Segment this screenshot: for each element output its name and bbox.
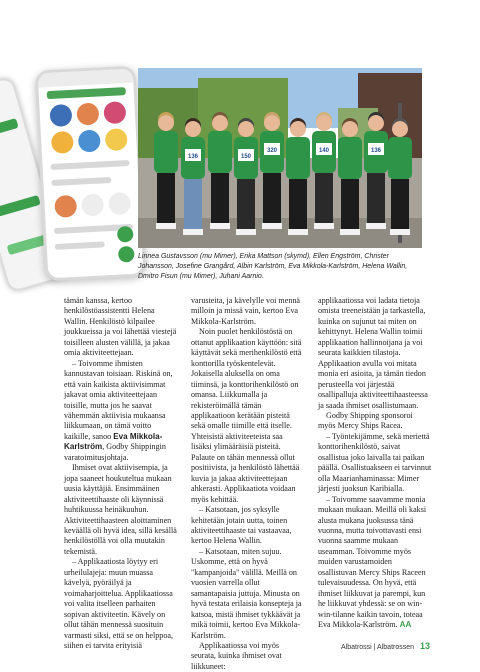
paragraph: Ihmiset ovat aktiivisempia, ja jopa saaneet houkuteltua mukaan uusia käyttäjiä. Ensimmäinen aktiviteettihaaste oli käynnissä huhtikuussa heinäkuuhun. Aktiviteettihaasteen aloittaminen keväällä oli hyvä idea, sillä kesällä henkilöstöllä voi olla muutakin tekemistä. xyxy=(64,463,177,556)
magazine-name: Albatrossi | Albatrossen xyxy=(341,644,415,651)
paragraph: – Toivomme ihmisten kannustavan toisiaan. Riskinä on, että vain kaikista aktiivisimmat jakavat omia aktiviteettejaan toisille, mutta jos he saavat vähemmän aktiivisia mukaansa liikkumaan, on tämä voitto kaikille, sanoo Eva Mikkola-Karlström, Godby Shippingin varatoimitusjohtaja. xyxy=(64,358,173,462)
paragraph: applikaatiossa voi ladata tietoja omista treeneistään ja tarkastella, kuinka on sujunut tai miten on kehittynyt. Helena Wallin toimii applikaation hallinnoijana ja voi seurata kaikkien tilastoja. Applikaation avulla voi mitata monia eri asioita, ja tämän tiedon perusteella voi järjestää osallipalluja aktiviteettihaasteessa ja saada ihmiset osallistumaan. xyxy=(318,296,428,410)
race-bib-number: 140 xyxy=(318,148,330,154)
article-column-1 xyxy=(64,296,178,650)
paragraph: Applikaatiossa voi myös seurata, kuinka ihmiset ovat liikkuneet: xyxy=(191,640,282,671)
person-figure xyxy=(286,118,310,235)
paragraph: – Toivomme saavamme monia mukaan mukaan. Meillä oli kaksi alusta mukana juoksussa tänä vuonna, mutta toivottavasti ensi vuonna saamme mukaan useamman. Toivomme myös muiden varustamoiden osallistuvan Mercy Ships Raceen tulevaisuudessa. On hyvä, että ihmiset liikkuvat ja parempi, kun he liikkuvat yhdessä: se on win-win-tilanne kaikin tavoin, toteaa Eva Mikkola-Karlström. AA xyxy=(318,494,427,630)
paragraph: Noin puolet henkilöstöstä on ottanut applikaation käyttöön: sitä käyttävät sekä merihenkilöstö että konttorilla työskentelevät. Jokaisella aluksella on oma tiiminsä, ja konttorihenkilöstö on omansa. Liikkumalla ja rekisteröimällä tämän applikaatioon kerätään pisteitä sekä omalle tiimille että itselle. Yhteisistä aktiviteeteista saa lisäksi ylimääräisiä pisteitä. Palaute on tähän mennessä ollut positiivista, ja henkilöstö lähettää kuvia ja jakaa aktiviteettejaan ahkerasti. Applikaatiota voidaan myös kehittää. xyxy=(191,327,302,504)
page-footer xyxy=(341,641,430,651)
group-photo xyxy=(138,68,422,248)
paragraph: – Katsotaan, jos syksylle kehitetään jotain uutta, toinen aktiviteettihaaste tai vastaavaa, kertoo Helena Wallin. xyxy=(191,505,292,546)
person-figure xyxy=(312,112,336,229)
paragraph: varusteita, ja kävelylle voi mennä milloin ja missä vain, kertoo Eva Mikkola-Karlström. xyxy=(191,296,301,326)
phone-front-image xyxy=(35,66,147,282)
article-column-2 xyxy=(191,296,305,671)
race-bib-number: 320 xyxy=(266,148,278,154)
race-bib-number: 136 xyxy=(370,148,382,154)
photo-caption: Linnea Gustavsson (mu Mimer), Erika Mattson (skymd), Ellen Engström, Christer Johansson, Josefine Grangård, Albin Karlström, Eva Mikkola-Karlström, Helena Wallin, Dmitro Fisun (mu Mimer), Juhani Aarnio. xyxy=(138,253,408,280)
article-column-3 xyxy=(318,296,432,636)
app-phone-illustration xyxy=(0,60,140,290)
paragraph: tämän kanssa, kertoo henkilöstöassistentti Helena Wallin. Henkilöstö kilpailee joukkueissa ja voi lähettää viestejä toisilleen alusten välillä, ja jakaa omia aktiviteettejaan. xyxy=(64,296,177,358)
paragraph: – Katsotaan, miten sujuu. Uskomme, että on hyvä "kampanjoida" välillä. Meillä on vuosien varrella ollut samantapaisia juttuja. Minusta on hyvä testata erilaisia konsepteja ja katsoa, mistä ihmiset tykkäävät ja mikä toimii, kertoo Eva Mikkola-Karlström. xyxy=(191,546,302,640)
paragraph: Godby Shipping sponsoroi myös Mercy Ships Racea. xyxy=(318,410,413,431)
race-bib-number: 150 xyxy=(240,154,252,160)
paragraph: – Applikaatiosta löytyy eri urheilulajeja: muun muassa kävelyä, pyöräilyä ja voimaharjoittelua. Applikaatiossa voi valita itselleen parhaiten sopivan aktiviteetin. Kävely on ollut tähän mennessä suosituin varmasti siksi, että se on helppoa, siihen ei tarvita erityisiä xyxy=(64,557,174,650)
page-number: 13 xyxy=(419,641,430,651)
end-mark: AA xyxy=(399,620,412,630)
paragraph: – Työntekijämme, sekä meriettä konttorihenkilöstö, saivat osallistua joko laivalla tai paikan päällä. Osallistuakseen ei tarvinnut olla Maarianhaminassa: Mimer järjesti juoksun Karibialla. xyxy=(318,431,432,494)
race-bib-number: 136 xyxy=(187,154,199,160)
